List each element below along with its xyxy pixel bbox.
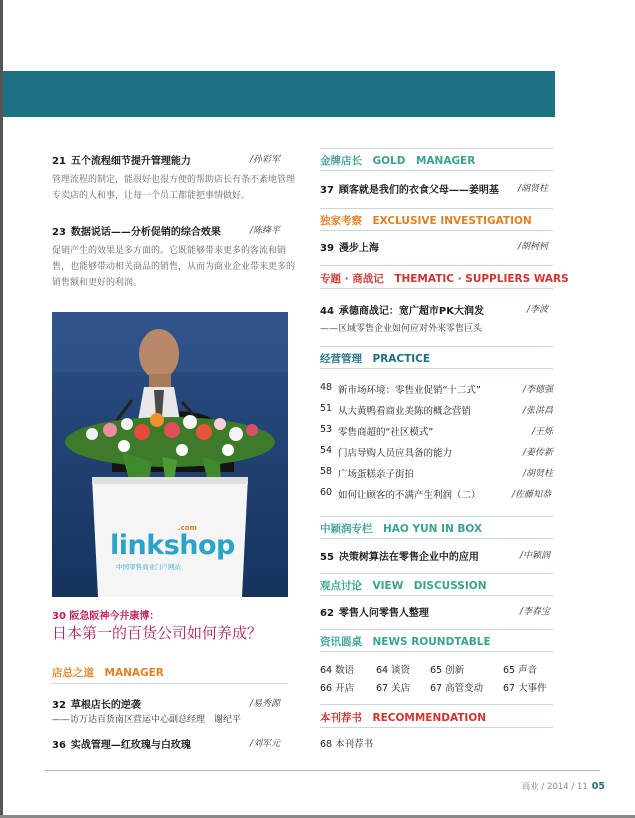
description-line: 促销产生的效果是多方面的。它既能够带来更多的客流和销 [52,246,287,256]
header-banner [3,71,555,117]
entry-author: /胡贤柱 [523,469,554,479]
entry-page-number: 23 [52,227,66,238]
section-heading-haoyun [320,521,482,536]
section-heading-en: GOLD MANAGER [372,155,476,167]
entry-page-number: 21 [52,156,66,167]
featured-page-label: 30 阪急阪神今井康博： [52,611,160,622]
section-heading-view [320,578,486,593]
section-divider [320,230,553,231]
entry-title: 漫步上海 [338,243,379,254]
section-heading-exclusive [320,213,532,228]
featured-title[interactable]: 日本第一的百货公司如何养成？ [52,624,263,642]
section-divider [320,208,553,209]
section-heading-recommend [320,710,486,725]
entry-author: /佐藤知恭 [512,490,552,500]
section-heading-cn: 中颖润专栏 [320,523,373,535]
entry-page-number: 55 [320,552,334,563]
section-heading-en: THEMATIC · SUPPLIERS WARS [394,273,569,285]
section-divider [320,346,553,347]
toc-entry-48[interactable]: 48 [320,382,333,393]
footer [522,780,605,792]
toc-entry-44[interactable] [320,302,484,317]
toc-entry-21[interactable] [52,152,191,167]
entry-title: 实战管理—红玫瑰与白玫瑰 [70,740,191,751]
section-heading-en: HAO YUN IN BOX [383,523,483,535]
toc-entry-53[interactable]: 53 [320,424,333,435]
section-divider [320,595,553,596]
toc-entry-54[interactable]: 54 [320,445,333,456]
entry-description [52,172,295,204]
entry-title[interactable]: 广场蛋糕亲子街拍 [338,469,415,480]
recommend-item[interactable]: 68 本刊荐书 [320,739,374,750]
section-divider [320,288,553,289]
news-item[interactable]: 65 声音 [503,665,538,676]
entry-author: /陈绛平 [250,226,281,236]
section-heading-en: VIEW DISCUSSION [372,580,487,592]
entry-page-number: 36 [52,740,66,751]
entry-title: 数据说话——分析促销的综合效果 [70,227,221,238]
entry-author: /孙彩军 [250,155,281,165]
section-heading-news [320,634,491,649]
entry-title: 承德商战记：宽广超市PK大润发 [338,306,484,317]
section-heading-cn: 资讯圆桌 [320,636,362,648]
section-heading-en: PRACTICE [372,353,431,365]
section-heading-cn: 观点讨论 [320,580,362,592]
section-heading-cn: 店总之道 [52,667,94,679]
entry-author: /胡贤柱 [518,184,549,194]
entry-page-number: 62 [320,608,334,619]
entry-page-number: 44 [320,306,334,317]
section-divider [320,629,553,630]
section-divider [320,651,553,652]
entry-author: /李波 [527,305,549,315]
section-divider [320,265,553,266]
section-heading-en: RECOMMENDATION [372,712,487,724]
section-divider [320,704,553,705]
section-heading-cn: 独家考察 [320,215,362,227]
news-item[interactable]: 67 高管变动 [430,683,484,694]
entry-subtitle: ——访万达百货南区营运中心副总经理 谢纪平 [52,715,242,725]
toc-entry-62[interactable] [320,604,429,619]
entry-title[interactable]: 新市场环境：零售业促销“十二式” [338,385,481,396]
entry-title: 顾客就是我们的衣食父母——姜明基 [338,185,499,196]
entry-page-number: 32 [52,700,66,711]
section-heading-cn: 金牌店长 [320,155,362,167]
section-heading-en: MANAGER [104,667,164,679]
description-line: 管理流程的制定，能很好也很方便的帮助店长有条不紊地管理 [52,175,296,185]
footer-issue: 商业 / 2014 / 11 [521,782,588,792]
linkshop-logo: linkshop [110,530,235,561]
page-number: 05 [591,781,605,792]
section-heading-gold [320,153,475,168]
description-line: 销售额和更好的利润。 [52,278,143,288]
entry-title: 零售人问零售人整理 [338,608,429,619]
section-heading-thematic [320,271,569,286]
entry-author: /李德强 [523,385,554,395]
news-item[interactable]: 64 数语 [320,665,355,676]
section-divider [52,683,288,684]
entry-author: /张洪昌 [523,406,554,416]
description-line: 专卖店的人和事，让每一个员工都能把事情做好。 [52,191,251,201]
entry-author: /易秀源 [250,699,281,709]
entry-title[interactable]: 如何让顾客的不满产生利润（二） [338,490,481,501]
entry-title: 草根店长的逆袭 [70,700,141,711]
section-divider [320,368,553,369]
toc-entry-58[interactable]: 58 [320,466,333,477]
section-heading-cn: 经营管理 [320,353,362,365]
footer-rule [45,770,600,771]
speaker-photo [52,312,288,597]
toc-entry-39[interactable] [320,239,379,254]
toc-entry-32[interactable] [52,696,141,711]
entry-title: 五个流程细节提升管理能力 [70,156,191,167]
linkshop-logo-tag: .com [178,524,197,532]
linkshop-logo-subtitle: 中国零售商业门户网站 [116,563,181,571]
section-divider [320,516,553,517]
section-divider [320,170,553,171]
entry-author: /中颖润 [520,551,551,561]
toc-entry-51[interactable]: 51 [320,403,333,414]
entry-title[interactable]: 门店导购人员应具备的能力 [338,448,453,459]
news-item[interactable]: 64 谈资 [376,665,411,676]
toc-entry-36[interactable] [52,736,191,751]
entry-author: /王烁 [532,427,554,437]
news-item[interactable]: 66 开店 [320,683,355,694]
section-divider [320,538,553,539]
section-divider [320,148,553,149]
entry-author: /胡柯柯 [518,242,549,252]
page-edge-left [0,0,3,818]
section-heading-cn: 专题 · 商战记 [320,273,384,285]
news-item[interactable]: 67 关店 [376,683,411,694]
entry-page-number: 39 [320,243,334,254]
section-heading-practice [320,351,430,366]
entry-author: /姜传新 [523,448,554,458]
section-heading-en: EXCLUSIVE INVESTIGATION [372,215,532,227]
toc-entry-23[interactable] [52,223,221,238]
toc-entry-55[interactable] [320,548,479,563]
entry-author: /刘军元 [250,739,281,749]
section-divider [320,573,553,574]
entry-title: 决策树算法在零售企业中的应用 [338,552,479,563]
entry-page-number: 37 [320,185,334,196]
entry-subtitle: ——区域零售企业如何应对外来零售巨头 [320,324,483,334]
entry-title[interactable]: 从大黄鸭看商业美陈的概念营销 [338,406,472,417]
section-heading-manager [52,665,164,680]
entry-title[interactable]: 零售商超的“社区模式” [338,427,434,438]
section-divider [320,727,553,728]
section-heading-en: NEWS ROUNDTABLE [372,636,491,648]
news-item[interactable]: 65 创新 [430,665,465,676]
toc-entry-60[interactable]: 60 [320,487,333,498]
toc-entry-37[interactable] [320,181,499,196]
section-heading-cn: 本刊荐书 [320,712,362,724]
entry-description [52,243,295,291]
description-line: 售，也能够带动相关商品的销售，从而为商业企业带来更多的 [52,262,296,272]
news-item[interactable]: 67 大事件 [503,683,547,694]
entry-author: /李春宝 [520,607,551,617]
